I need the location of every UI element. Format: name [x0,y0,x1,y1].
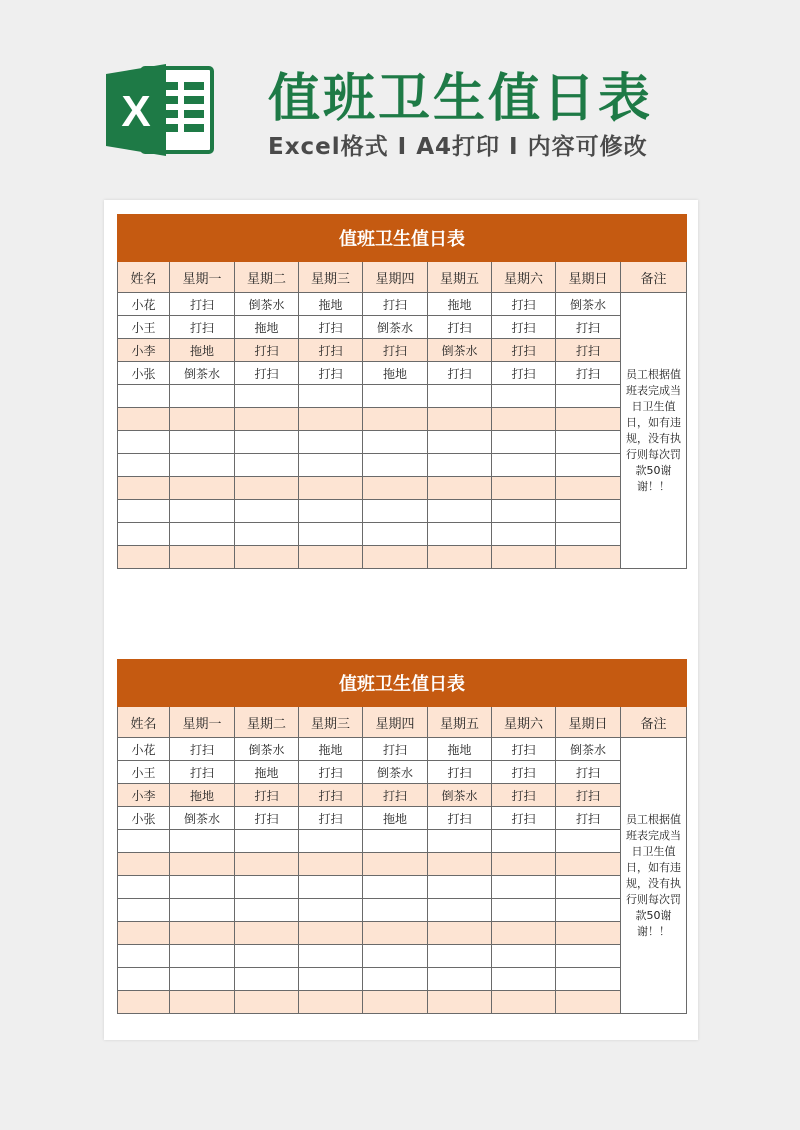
duty-cell[interactable]: 打扫 [428,807,492,830]
duty-cell[interactable] [299,922,363,945]
duty-cell[interactable] [170,945,235,968]
duty-cell[interactable] [428,500,492,523]
duty-cell[interactable] [299,945,363,968]
duty-cell[interactable] [492,853,556,876]
column-header: 星期三 [299,707,363,738]
duty-cell[interactable] [235,968,299,991]
column-header: 星期四 [363,707,428,738]
page-subtitle: Excel格式 I A4打印 I 内容可修改 [268,134,648,160]
duty-cell[interactable] [363,968,428,991]
duty-cell[interactable] [363,408,428,431]
duty-cell[interactable]: 打扫 [363,339,428,362]
duty-cell[interactable]: 打扫 [235,362,299,385]
duty-cell[interactable] [170,991,235,1014]
duty-cell[interactable] [299,454,363,477]
duty-cell[interactable] [235,477,299,500]
duty-cell[interactable]: 拖地 [299,293,363,316]
table-row [118,830,687,853]
table-row [118,784,687,807]
duty-cell[interactable] [299,385,363,408]
duty-cell[interactable] [170,431,235,454]
duty-cell[interactable]: 打扫 [556,761,621,784]
duty-cell[interactable]: 打扫 [492,738,556,761]
table-row [118,738,687,761]
column-header: 星期五 [428,262,492,293]
table-row [118,500,687,523]
duty-cell[interactable]: 打扫 [363,293,428,316]
duty-cell[interactable]: 倒茶水 [363,761,428,784]
table-row [118,362,687,385]
duty-cell[interactable] [363,945,428,968]
table-row [118,408,687,431]
duty-cell[interactable]: 打扫 [492,316,556,339]
duty-cell[interactable] [428,454,492,477]
duty-cell[interactable] [428,523,492,546]
duty-cell[interactable]: 打扫 [492,761,556,784]
duty-cell[interactable] [170,853,235,876]
duty-cell[interactable] [428,968,492,991]
table-row [118,385,687,408]
table-row [118,546,687,569]
duty-cell[interactable] [235,991,299,1014]
duty-cell[interactable] [492,431,556,454]
table-row [118,807,687,830]
name-cell[interactable] [118,991,170,1014]
duty-cell[interactable]: 拖地 [299,738,363,761]
name-cell[interactable]: 小花 [118,738,170,761]
duty-cell[interactable] [428,408,492,431]
duty-cell[interactable] [170,500,235,523]
duty-cell[interactable] [363,454,428,477]
table-row [118,454,687,477]
duty-cell[interactable] [428,922,492,945]
duty-cell[interactable] [170,454,235,477]
duty-cell[interactable]: 拖地 [363,362,428,385]
duty-cell[interactable] [299,830,363,853]
duty-cell[interactable]: 打扫 [556,316,621,339]
name-cell[interactable] [118,500,170,523]
duty-cell[interactable] [363,991,428,1014]
duty-cell[interactable]: 打扫 [299,362,363,385]
duty-cell[interactable]: 倒茶水 [170,807,235,830]
duty-cell[interactable] [170,922,235,945]
table-row [118,431,687,454]
name-cell[interactable] [118,546,170,569]
column-header: 星期五 [428,707,492,738]
column-header: 星期二 [235,262,299,293]
column-header: 备注 [621,707,687,738]
duty-cell[interactable] [556,431,621,454]
duty-cell[interactable]: 打扫 [235,784,299,807]
duty-cell[interactable]: 打扫 [492,339,556,362]
duty-cell[interactable] [556,991,621,1014]
duty-cell[interactable] [556,546,621,569]
table-row [118,316,687,339]
duty-cell[interactable]: 打扫 [556,784,621,807]
duty-cell[interactable] [363,922,428,945]
duty-cell[interactable] [428,945,492,968]
table-row [118,968,687,991]
duty-cell[interactable]: 打扫 [299,761,363,784]
name-cell[interactable]: 小花 [118,293,170,316]
duty-cell[interactable]: 打扫 [492,807,556,830]
duty-cell[interactable] [363,899,428,922]
duty-cell[interactable] [235,500,299,523]
duty-cell[interactable]: 拖地 [170,784,235,807]
duty-cell[interactable]: 打扫 [492,362,556,385]
sheet-paper [104,200,698,1040]
duty-cell[interactable]: 倒茶水 [556,293,621,316]
duty-cell[interactable] [492,876,556,899]
duty-cell[interactable]: 拖地 [363,807,428,830]
duty-cell[interactable]: 打扫 [170,761,235,784]
duty-cell[interactable] [235,876,299,899]
duty-cell[interactable] [235,408,299,431]
duty-cell[interactable] [556,876,621,899]
table-row [118,477,687,500]
duty-cell[interactable]: 打扫 [428,362,492,385]
duty-cell[interactable]: 打扫 [363,738,428,761]
duty-cell[interactable] [363,523,428,546]
duty-cell[interactable]: 倒茶水 [428,784,492,807]
name-cell[interactable] [118,408,170,431]
duty-cell[interactable]: 打扫 [428,761,492,784]
duty-cell[interactable]: 打扫 [299,316,363,339]
name-cell[interactable]: 小李 [118,339,170,362]
duty-cell[interactable]: 拖地 [428,293,492,316]
duty-cell[interactable] [428,853,492,876]
duty-cell[interactable] [428,385,492,408]
column-header: 星期一 [170,707,235,738]
duty-cell[interactable] [492,899,556,922]
duty-cell[interactable] [492,477,556,500]
duty-cell[interactable]: 打扫 [556,807,621,830]
column-header: 姓名 [118,707,170,738]
duty-cell[interactable] [556,922,621,945]
duty-cell[interactable]: 打扫 [556,362,621,385]
duty-cell[interactable] [428,876,492,899]
duty-cell[interactable]: 打扫 [170,293,235,316]
duty-cell[interactable] [556,454,621,477]
duty-table-2 [117,659,687,1014]
duty-cell[interactable] [170,385,235,408]
column-header: 星期日 [556,707,621,738]
duty-cell[interactable] [299,500,363,523]
duty-cell[interactable] [363,546,428,569]
duty-cell[interactable] [428,830,492,853]
name-cell[interactable] [118,385,170,408]
duty-cell[interactable] [492,922,556,945]
column-header: 星期六 [492,707,556,738]
duty-cell[interactable] [363,385,428,408]
duty-cell[interactable] [299,431,363,454]
duty-cell[interactable]: 打扫 [363,784,428,807]
duty-cell[interactable]: 拖地 [235,316,299,339]
excel-logo-icon [104,60,216,160]
duty-cell[interactable]: 倒茶水 [170,362,235,385]
duty-cell[interactable] [299,546,363,569]
name-cell[interactable] [118,945,170,968]
duty-cell[interactable] [235,385,299,408]
duty-cell[interactable] [492,968,556,991]
page-title: 值班卫生值日表 [268,69,654,129]
column-header: 星期二 [235,707,299,738]
duty-cell[interactable] [492,500,556,523]
note-cell[interactable]: 员工根据值班表完成当日卫生值日，如有违规，没有执行则每次罚款50谢谢！！ [621,738,687,1014]
duty-cell[interactable] [299,876,363,899]
duty-cell[interactable] [492,945,556,968]
duty-cell[interactable] [235,945,299,968]
duty-cell[interactable]: 倒茶水 [428,339,492,362]
duty-cell[interactable] [170,408,235,431]
duty-cell[interactable] [363,853,428,876]
table-row [118,945,687,968]
name-cell[interactable]: 小张 [118,807,170,830]
name-cell[interactable] [118,454,170,477]
duty-cell[interactable] [556,968,621,991]
duty-cell[interactable] [235,853,299,876]
duty-cell[interactable] [428,477,492,500]
column-header: 星期六 [492,262,556,293]
duty-cell[interactable] [170,968,235,991]
duty-cell[interactable] [170,830,235,853]
name-cell[interactable]: 小张 [118,362,170,385]
name-cell[interactable] [118,853,170,876]
duty-cell[interactable] [299,523,363,546]
duty-cell[interactable] [235,546,299,569]
name-cell[interactable] [118,899,170,922]
column-header: 星期三 [299,262,363,293]
duty-cell[interactable] [492,546,556,569]
column-header: 星期四 [363,262,428,293]
name-cell[interactable]: 小王 [118,761,170,784]
column-header: 姓名 [118,262,170,293]
duty-cell[interactable] [428,899,492,922]
duty-cell[interactable] [299,991,363,1014]
duty-cell[interactable] [235,922,299,945]
duty-cell[interactable] [492,454,556,477]
duty-cell[interactable] [556,408,621,431]
duty-cell[interactable]: 打扫 [299,784,363,807]
duty-cell[interactable] [363,830,428,853]
duty-cell[interactable]: 打扫 [492,784,556,807]
duty-cell[interactable] [235,899,299,922]
duty-cell[interactable] [492,991,556,1014]
table-row [118,523,687,546]
duty-cell[interactable] [235,454,299,477]
duty-cell[interactable] [556,523,621,546]
duty-cell[interactable] [299,477,363,500]
column-header: 备注 [621,262,687,293]
duty-cell[interactable]: 打扫 [492,293,556,316]
table-row [118,991,687,1014]
name-cell[interactable]: 小王 [118,316,170,339]
table-title: 值班卫生值日表 [118,660,687,707]
name-cell[interactable] [118,477,170,500]
note-cell[interactable]: 员工根据值班表完成当日卫生值日，如有违规，没有执行则每次罚款50谢谢！！ [621,293,687,569]
duty-cell[interactable] [556,830,621,853]
duty-cell[interactable] [170,899,235,922]
duty-cell[interactable]: 倒茶水 [235,293,299,316]
duty-cell[interactable]: 倒茶水 [235,738,299,761]
duty-cell[interactable]: 打扫 [299,807,363,830]
table-row [118,339,687,362]
table-row [118,293,687,316]
table-row [118,761,687,784]
duty-cell[interactable] [363,876,428,899]
duty-cell[interactable] [299,899,363,922]
duty-cell[interactable] [299,853,363,876]
name-cell[interactable] [118,431,170,454]
duty-cell[interactable]: 拖地 [170,339,235,362]
duty-cell[interactable] [170,546,235,569]
duty-cell[interactable] [428,991,492,1014]
table-row [118,922,687,945]
duty-cell[interactable] [363,500,428,523]
duty-cell[interactable] [299,968,363,991]
duty-cell[interactable]: 倒茶水 [556,738,621,761]
duty-cell[interactable] [556,899,621,922]
name-cell[interactable] [118,922,170,945]
duty-cell[interactable] [299,408,363,431]
duty-cell[interactable] [428,431,492,454]
duty-cell[interactable]: 打扫 [556,339,621,362]
column-header: 星期一 [170,262,235,293]
duty-cell[interactable]: 打扫 [170,738,235,761]
duty-cell[interactable]: 拖地 [235,761,299,784]
duty-cell[interactable] [556,500,621,523]
duty-cell[interactable]: 拖地 [428,738,492,761]
column-header: 星期日 [556,262,621,293]
page-header [0,0,800,200]
table-title: 值班卫生值日表 [118,215,687,262]
duty-cell[interactable]: 打扫 [170,316,235,339]
duty-table-1 [117,214,687,569]
name-cell[interactable] [118,523,170,546]
name-cell[interactable] [118,830,170,853]
duty-cell[interactable]: 打扫 [299,339,363,362]
duty-cell[interactable] [235,523,299,546]
duty-cell[interactable] [170,477,235,500]
duty-cell[interactable] [556,945,621,968]
duty-cell[interactable] [235,431,299,454]
duty-cell[interactable] [556,853,621,876]
duty-cell[interactable] [170,523,235,546]
duty-cell[interactable] [235,830,299,853]
duty-cell[interactable] [363,477,428,500]
duty-cell[interactable] [492,830,556,853]
table-row [118,876,687,899]
duty-cell[interactable]: 打扫 [235,807,299,830]
duty-cell[interactable] [492,385,556,408]
duty-cell[interactable] [363,431,428,454]
name-cell[interactable] [118,876,170,899]
duty-cell[interactable] [428,546,492,569]
logo-letter: X [121,87,151,136]
table-row [118,853,687,876]
duty-cell[interactable]: 倒茶水 [363,316,428,339]
duty-cell[interactable]: 打扫 [428,316,492,339]
duty-cell[interactable] [492,523,556,546]
duty-cell[interactable] [556,385,621,408]
duty-cell[interactable] [492,408,556,431]
duty-cell[interactable] [556,477,621,500]
name-cell[interactable]: 小李 [118,784,170,807]
table-row [118,899,687,922]
name-cell[interactable] [118,968,170,991]
duty-cell[interactable]: 打扫 [235,339,299,362]
duty-cell[interactable] [170,876,235,899]
